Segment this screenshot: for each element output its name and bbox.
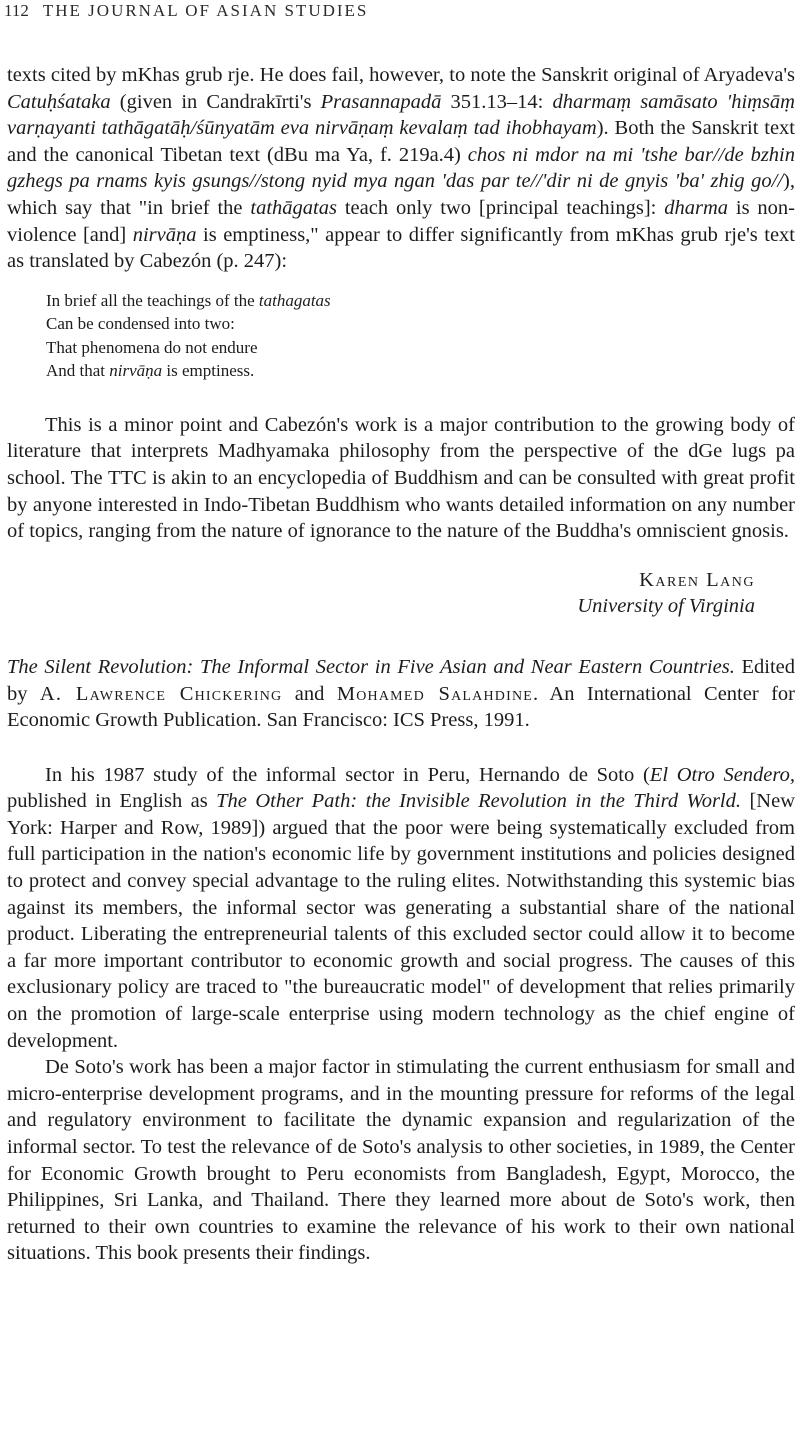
italic-run: El Otro Sendero, [649, 763, 795, 786]
verse-line [46, 336, 795, 360]
small-caps-run: Mohamed Salahdine [336, 682, 534, 705]
text-run: De Soto's work has been a major factor in stimulating the current enthusiasm for small and micro-enterprise development programs, and in the mounting pressure for reforms of the legal and regulatory environment to facilitate the dynamic expansion and regularization of the informal sector. To test the relevance of de Soto's analysis to other societies, in 1989, the Center for Economic Growth brought to Peru economists from Bangladesh, Egypt, Morocco, the Philippines, Sri Lanka, and Thailand. There they learned more about de Soto's work, then returned to their own countries to examine the relevance of his work to their own national situations. This book presents their findings. [7, 1056, 795, 1265]
text-run: Can be condensed into two: [46, 314, 235, 334]
italic-run: nirvāṇa [132, 223, 197, 246]
text-run: That phenomena do not endure [46, 337, 258, 357]
italic-run: dharma [664, 196, 729, 219]
italic-run: tathagatas [258, 290, 331, 310]
italic-run: dharmaṃ samāsato 'hiṃsāṃ varṇayanti tathāgatāḥ/śūnyatām eva nirvāṇaṃ kevalaṃ tad ihobhayam [7, 90, 795, 140]
review2-paragraph-1 [7, 762, 795, 1055]
small-caps-run: TTC [107, 466, 147, 489]
journal-title: THE JOURNAL OF ASIAN STUDIES [42, 1, 369, 20]
book-heading [7, 654, 795, 734]
review1-paragraph-1 [7, 62, 795, 275]
text-run: published in English as [7, 790, 217, 813]
italic-run: Prasannapadā [320, 90, 442, 113]
italic-run: Catuḥśataka [7, 90, 111, 113]
reviewer-affiliation: University of Virginia [577, 595, 755, 618]
reviewer-signature [7, 567, 795, 620]
italic-run: The Silent Revolution: The Informal Sector in Five Asian and Near Eastern Countries. [7, 655, 735, 678]
text-run: is emptiness," appear to differ significantly from mKhas grub rje's text as translated by Cabezón (p. 247): [7, 223, 795, 273]
text-run: In brief all the teachings of the [46, 290, 259, 310]
text-run: is emptiness. [162, 361, 255, 381]
italic-run: chos ni mdor na mi 'tshe bar//de bzhin gzhegs pa rnams kyis gsungs//stong nyid mya ngan 'das par te//'dir ni de gnyis 'ba' zhig go// [7, 143, 796, 193]
italic-run: The Other Path: the Invisible Revolution in the Third World. [216, 790, 742, 813]
text-run: Edited by [7, 655, 795, 705]
text-run: ), which say that "in brief the [7, 170, 795, 219]
verse-line [46, 359, 795, 383]
review2-paragraph-2 [7, 1054, 795, 1267]
verse-line [46, 289, 795, 313]
text-run: . An International Center for Economic Growth Publication. San Francisco: ICS Press, 1991. [7, 682, 795, 732]
reviewer-name: Karen Lang [639, 568, 755, 591]
text-run: is akin to an encyclopedia of Buddhism and can be consulted with great profit by anyone interested in Indo-Tibetan Buddhism who wants detailed information on any number of topics, ranging from the nature of ignorance to the nature of the Buddha's omniscient gnosis. [7, 466, 795, 543]
page-body [7, 62, 795, 1267]
small-caps-run: A. Lawrence Chickering [39, 682, 283, 705]
running-head [4, 1, 368, 21]
text-run: ). Both the Sanskrit text and the canonical Tibetan text (dBu ma Ya, f. 219a.4) [7, 117, 795, 166]
translated-verse [46, 289, 795, 383]
text-run: This is a minor point and Cabezón's work is a major contribution to the growing body of literature that interprets Madhyamaka philosophy from the perspective of the dGe lugs pa school. The [7, 413, 795, 489]
italic-run: nirvāṇa [109, 361, 163, 381]
text-run: And that [46, 361, 110, 381]
text-run: texts cited by mKhas grub rje. He does fail, however, to note the Sanskrit original of Aryadeva's [7, 64, 795, 86]
text-run: In his 1987 study of the informal sector in Peru, Hernando de Soto ( [45, 763, 650, 786]
text-run: (given in Candrakīrti's [110, 90, 321, 113]
text-run: [New York: Harper and Row, 1989]) argued that the poor were being systematically excluded from full participation in the nation's economic life by government institutions and policies designed to protect and convey special advantage to the ruling elites. Notwithstanding this systemic bias against its members, the informal sector was generating a substantial share of the national product. Liberating the entrepreneurial talents of this excluded sector could allow it to become a far more important contributor to economic growth and social progress. The causes of this exclusionary policy are traced to "the bureaucratic model" of development that relies primarily on the promotion of large-scale enterprise using modern technology as the chief engine of development. [7, 790, 795, 1052]
page-number: 112 [4, 1, 29, 20]
text-run: is non-violence [and] [7, 196, 795, 246]
italic-run: tathāgatas [250, 196, 337, 219]
text-run: and [282, 682, 337, 705]
text-run: teach only two [principal teachings]: [336, 196, 665, 219]
verse-line [46, 312, 795, 336]
text-run: 351.13–14: [441, 90, 553, 113]
review1-paragraph-2 [7, 412, 795, 545]
